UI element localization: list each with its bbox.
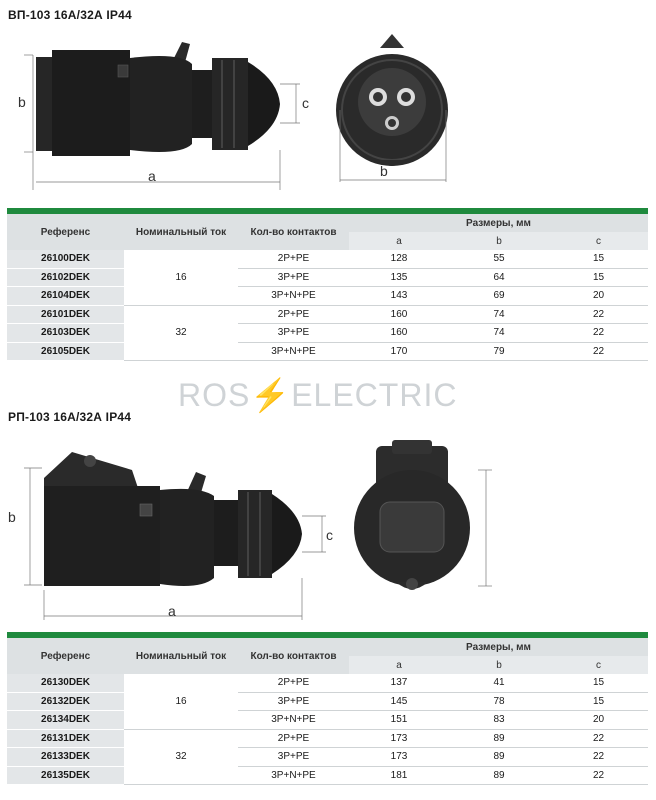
- header-current: Номинальный ток: [124, 638, 238, 674]
- cell-a: 160: [349, 324, 449, 343]
- cell-b: 89: [449, 766, 549, 785]
- table-row: [7, 324, 648, 343]
- cell-b: 89: [449, 748, 549, 767]
- table-row: [7, 250, 648, 268]
- table-row: [7, 692, 648, 711]
- dim-label-b: b: [18, 94, 26, 110]
- plug-front-view: [336, 34, 448, 182]
- header-a: a: [349, 232, 449, 250]
- header-ref: Референс: [7, 638, 124, 674]
- cell-contacts: 3P+N+PE: [238, 711, 349, 730]
- cell-contacts: 3P+N+PE: [238, 766, 349, 785]
- cell-ref: 26132DEK: [7, 692, 124, 711]
- cell-ref: 26104DEK: [7, 287, 124, 306]
- table-row: [7, 729, 648, 748]
- header-b: b: [449, 232, 549, 250]
- cell-b: 74: [449, 305, 549, 324]
- cell-contacts: 2P+PE: [238, 729, 349, 748]
- cell-contacts: 2P+PE: [238, 250, 349, 268]
- cell-c: 20: [549, 711, 648, 730]
- header-a: a: [349, 656, 449, 674]
- table-row: [7, 711, 648, 730]
- cell-current: 32: [124, 305, 238, 361]
- cell-b: 79: [449, 342, 549, 361]
- cell-c: 15: [549, 250, 648, 268]
- cell-b: 78: [449, 692, 549, 711]
- cell-ref: 26101DEK: [7, 305, 124, 324]
- cell-a: 135: [349, 268, 449, 287]
- socket-drawing: [0, 430, 656, 620]
- table-row: [7, 342, 648, 361]
- cell-c: 22: [549, 748, 648, 767]
- cell-a: 160: [349, 305, 449, 324]
- cell-c: 22: [549, 729, 648, 748]
- cell-c: 15: [549, 692, 648, 711]
- watermark-logo: [178, 376, 457, 414]
- cell-a: 145: [349, 692, 449, 711]
- cell-ref: 26100DEK: [7, 250, 124, 268]
- cell-b: 83: [449, 711, 549, 730]
- cell-current: 32: [124, 729, 238, 785]
- cell-current: 16: [124, 674, 238, 729]
- cell-a: 173: [349, 748, 449, 767]
- cell-contacts: 3P+PE: [238, 268, 349, 287]
- cell-c: 15: [549, 268, 648, 287]
- lightning-icon: ⚡: [250, 377, 292, 413]
- cell-c: 22: [549, 324, 648, 343]
- plug-drawing: [0, 28, 656, 200]
- cell-ref: 26102DEK: [7, 268, 124, 287]
- cell-contacts: 3P+PE: [238, 324, 349, 343]
- cell-a: 151: [349, 711, 449, 730]
- cell-a: 128: [349, 250, 449, 268]
- dim-label-c: c: [326, 527, 333, 543]
- header-dims: Размеры, мм: [349, 638, 648, 656]
- cell-ref: 26130DEK: [7, 674, 124, 692]
- table-row: [7, 748, 648, 767]
- cell-c: 22: [549, 305, 648, 324]
- cell-a: 181: [349, 766, 449, 785]
- cell-contacts: 2P+PE: [238, 674, 349, 692]
- cell-ref: 26133DEK: [7, 748, 124, 767]
- cell-contacts: 3P+PE: [238, 692, 349, 711]
- socket-side-view: [8, 452, 333, 620]
- cell-b: 55: [449, 250, 549, 268]
- cell-b: 69: [449, 287, 549, 306]
- dim-label-a: a: [148, 168, 156, 184]
- cell-b: 64: [449, 268, 549, 287]
- cell-contacts: 3P+PE: [238, 748, 349, 767]
- cell-current: 16: [124, 250, 238, 305]
- dim-label-a: a: [168, 603, 176, 619]
- table-row: [7, 287, 648, 306]
- cell-b: 41: [449, 674, 549, 692]
- header-contacts: Кол-во контактов: [238, 214, 349, 250]
- dim-label-b: b: [8, 509, 16, 525]
- cell-b: 89: [449, 729, 549, 748]
- cell-contacts: 3P+N+PE: [238, 287, 349, 306]
- cell-c: 15: [549, 674, 648, 692]
- section-title-rp103: РП-103 16А/32А IP44: [8, 410, 132, 424]
- cell-a: 173: [349, 729, 449, 748]
- header-c: c: [549, 656, 648, 674]
- dim-label-c: c: [302, 95, 309, 111]
- header-contacts: Кол-во контактов: [238, 638, 349, 674]
- cell-b: 74: [449, 324, 549, 343]
- header-b: b: [449, 656, 549, 674]
- header-ref: Референс: [7, 214, 124, 250]
- table-row: [7, 674, 648, 692]
- cell-c: 20: [549, 287, 648, 306]
- cell-a: 170: [349, 342, 449, 361]
- cell-c: 22: [549, 342, 648, 361]
- cell-contacts: 3P+N+PE: [238, 342, 349, 361]
- table-row: [7, 268, 648, 287]
- table-row: [7, 766, 648, 785]
- spec-table-rp103: [7, 632, 648, 785]
- cell-ref: 26105DEK: [7, 342, 124, 361]
- dim-label-b-front: b: [380, 163, 388, 179]
- cell-ref: 26134DEK: [7, 711, 124, 730]
- spec-table-vp103: [7, 208, 648, 361]
- header-c: c: [549, 232, 648, 250]
- plug-side-view: [18, 42, 309, 190]
- cell-c: 22: [549, 766, 648, 785]
- section-title-vp103: ВП-103 16А/32А IP44: [8, 8, 132, 22]
- watermark-left: ROS: [178, 377, 251, 413]
- watermark-right: ELECTRIC: [291, 377, 458, 413]
- cell-contacts: 2P+PE: [238, 305, 349, 324]
- table-row: [7, 305, 648, 324]
- cell-a: 137: [349, 674, 449, 692]
- cell-ref: 26135DEK: [7, 766, 124, 785]
- header-dims: Размеры, мм: [349, 214, 648, 232]
- cell-ref: 26103DEK: [7, 324, 124, 343]
- socket-front-view: [354, 440, 492, 590]
- cell-a: 143: [349, 287, 449, 306]
- header-current: Номинальный ток: [124, 214, 238, 250]
- cell-ref: 26131DEK: [7, 729, 124, 748]
